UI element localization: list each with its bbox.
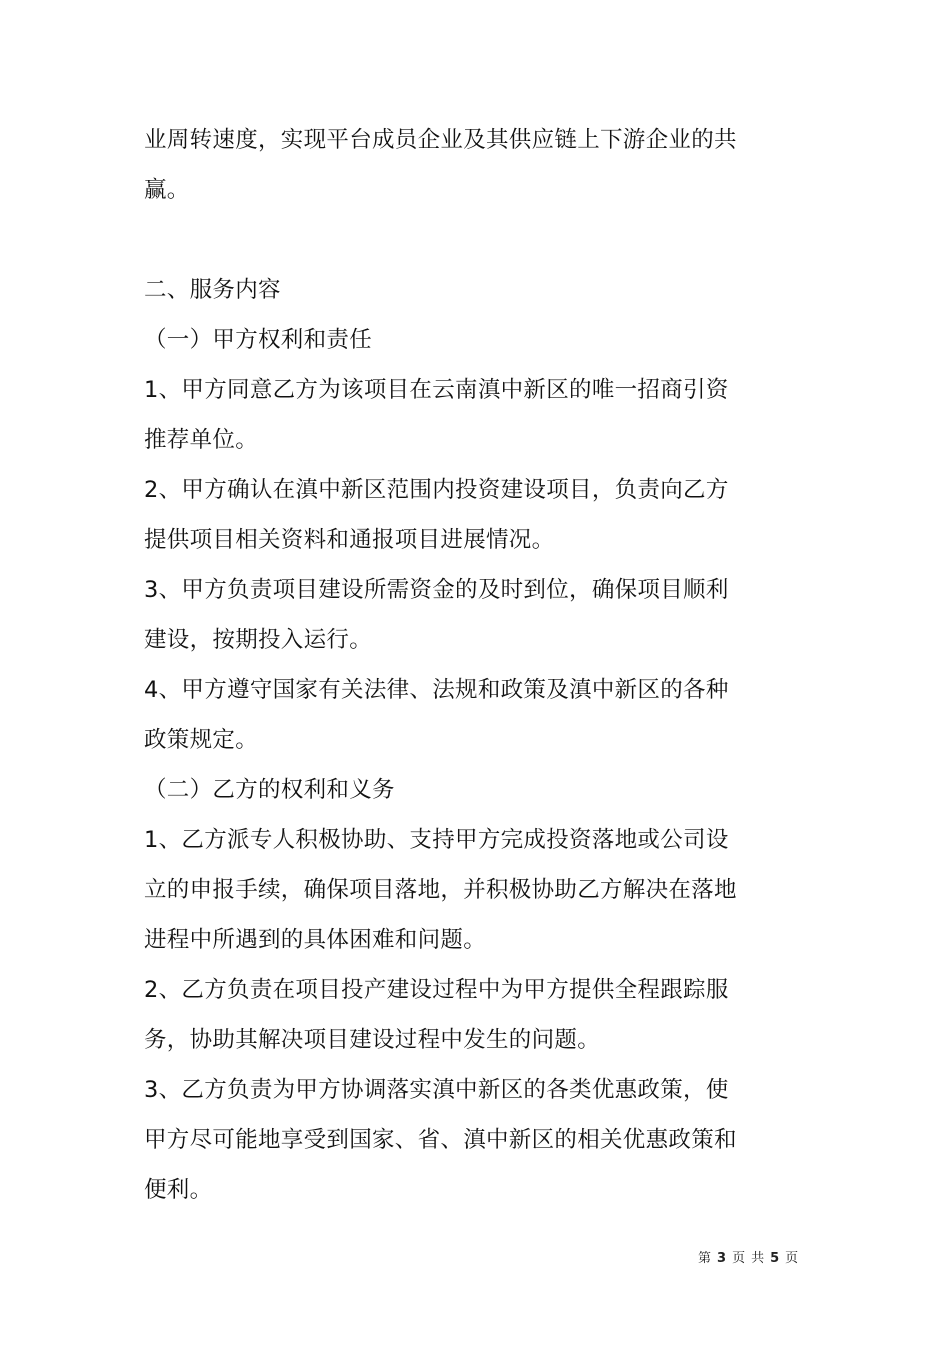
text-line: 业周转速度，实现平台成员企业及其供应链上下游企业的共 bbox=[144, 127, 737, 153]
text-line: 务，协助其解决项目建设过程中发生的问题。 bbox=[144, 1027, 601, 1053]
total-pages-number: 5 bbox=[770, 1251, 780, 1266]
text-line: 立的申报手续，确保项目落地，并积极协助乙方解决在落地 bbox=[144, 877, 737, 903]
text-line: 3、乙方负责为甲方协调落实滇中新区的各类优惠政策，使 bbox=[144, 1077, 729, 1103]
footer-page-word: 页 bbox=[732, 1251, 746, 1266]
text-line: 政策规定。 bbox=[144, 727, 259, 753]
text-line: 3、甲方负责项目建设所需资金的及时到位，确保项目顺利 bbox=[144, 577, 729, 603]
text-line: 便利。 bbox=[144, 1177, 213, 1203]
text-line: 2、乙方负责在项目投产建设过程中为甲方提供全程跟踪服 bbox=[144, 977, 729, 1003]
text-line: 推荐单位。 bbox=[144, 427, 259, 453]
subsection-heading: （二）乙方的权利和义务 bbox=[144, 777, 395, 803]
text-line: 赢。 bbox=[144, 177, 190, 203]
footer-total-word: 共 bbox=[751, 1251, 765, 1266]
text-line: 提供项目相关资料和通报项目进展情况。 bbox=[144, 527, 555, 553]
text-line: 甲方尽可能地享受到国家、省、滇中新区的相关优惠政策和 bbox=[144, 1127, 737, 1153]
text-line: 1、乙方派专人积极协助、支持甲方完成投资落地或公司设 bbox=[144, 827, 729, 853]
subsection-heading: （一）甲方权利和责任 bbox=[144, 327, 373, 353]
text-line: 进程中所遇到的具体困难和问题。 bbox=[144, 927, 487, 953]
current-page-number: 3 bbox=[717, 1251, 727, 1266]
text-line: 4、甲方遵守国家有关法律、法规和政策及滇中新区的各种 bbox=[144, 677, 729, 703]
text-line: 2、甲方确认在滇中新区范围内投资建设项目，负责向乙方 bbox=[144, 477, 729, 503]
footer-suffix: 页 bbox=[785, 1251, 799, 1266]
page-number-footer bbox=[698, 1250, 798, 1268]
text-line: 建设，按期投入运行。 bbox=[144, 627, 373, 653]
text-line: 1、甲方同意乙方为该项目在云南滇中新区的唯一招商引资 bbox=[144, 377, 729, 403]
section-heading: 二、服务内容 bbox=[144, 277, 281, 303]
footer-prefix: 第 bbox=[698, 1251, 712, 1266]
